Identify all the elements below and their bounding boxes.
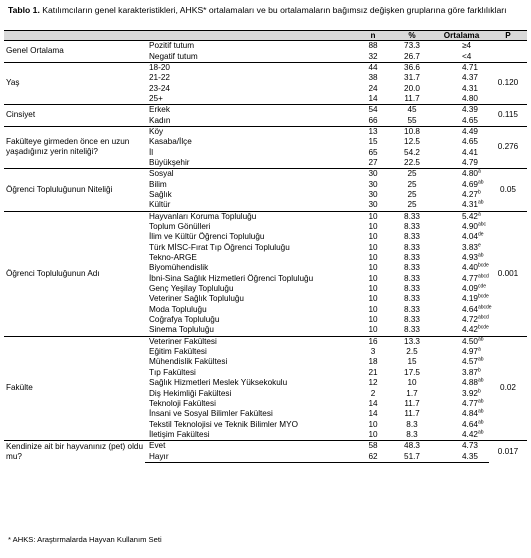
mean-cell <box>434 315 489 325</box>
mean-value: 4.04 <box>462 232 478 242</box>
n-cell: 10 <box>356 211 390 222</box>
category-cell: 25+ <box>149 93 163 103</box>
category-cell: Pozitif tutum <box>149 41 195 51</box>
percent-cell: 8.33 <box>404 273 420 283</box>
table-row <box>4 211 527 222</box>
category-cell: Mühendislik Fakültesi <box>149 357 228 367</box>
n-cell: 30 <box>368 189 378 199</box>
mean-value: 4.49 <box>462 126 478 136</box>
mean-value: 4.42 <box>462 325 478 335</box>
mean-cell <box>434 304 492 315</box>
n-cell: 3 <box>370 347 376 357</box>
category-cell: Türk MİSC-Fırat Tıp Öğrenci Topluluğu <box>149 242 290 252</box>
n-cell: 24 <box>368 83 378 93</box>
category-cell: Biyomühendislik <box>149 263 209 273</box>
mean-cell <box>434 325 489 336</box>
mean-value: 4.79 <box>462 157 478 167</box>
category-cell: Erkek <box>145 105 356 116</box>
n-cell: 10 <box>368 253 378 263</box>
footnote: * AHKS: Araştırmalarda Hayvan Kullanım Seti <box>8 535 162 544</box>
category-cell: Tıp Fakültesi <box>149 367 196 377</box>
mean-value: 4.93 <box>462 253 478 263</box>
percent-cell: 12.5 <box>404 137 420 147</box>
caption-label: Tablo 1. <box>8 5 40 15</box>
percent-cell: 25 <box>407 179 417 189</box>
mean-cell <box>434 336 489 347</box>
n-cell: 18 <box>368 357 378 367</box>
mean-cell <box>434 115 489 126</box>
significance-letters: bcde <box>477 262 489 269</box>
significance-letters: bcde <box>477 293 489 300</box>
group-label: Yaş <box>4 62 145 104</box>
n-cell: 30 <box>368 200 378 210</box>
n-cell: 14 <box>368 398 378 408</box>
significance-letters: abc <box>477 221 486 228</box>
percent-cell: 8.33 <box>404 253 420 263</box>
p-value: 0.001 <box>489 211 527 336</box>
group-label: Fakülteye girmeden önce en uzun yaşadığınız yerin niteliği? <box>4 126 145 168</box>
significance-letters: a <box>477 210 481 217</box>
n-cell: 58 <box>356 441 390 452</box>
group-label: Öğrenci Topluluğunun Adı <box>4 211 145 336</box>
mean-value: 4.97 <box>462 347 478 357</box>
n-cell: 54 <box>356 105 390 116</box>
significance-letters: ab <box>477 408 484 415</box>
mean-value: 4.77 <box>462 398 478 408</box>
n-cell: 10 <box>368 304 378 314</box>
mean-cell <box>434 441 489 452</box>
mean-cell <box>434 451 489 462</box>
significance-letters: e <box>477 241 481 248</box>
percent-cell: 8.33 <box>404 222 420 232</box>
category-cell: Genç Yeşilay Topluluğu <box>149 284 234 294</box>
p-value: 0.02 <box>489 336 527 440</box>
category-cell: Eğitim Fakültesi <box>149 347 207 357</box>
percent-cell: 11.7 <box>404 409 420 419</box>
category-cell: Bilim <box>149 179 167 189</box>
percent-cell: 1.7 <box>406 388 418 398</box>
group-label: Kendinize ait bir hayvanınız (pet) oldu mu? <box>6 441 143 461</box>
mean-value: 4.65 <box>462 115 478 125</box>
category-cell: Sağlık <box>149 189 172 199</box>
significance-letters: ab <box>477 418 484 425</box>
mean-cell <box>434 357 489 367</box>
header-group <box>4 31 145 41</box>
category-cell: Büyükşehir <box>149 157 190 167</box>
mean-cell <box>434 388 489 398</box>
percent-cell: 25 <box>407 200 417 210</box>
mean-value: 3.87 <box>462 367 478 377</box>
mean-value: 4.39 <box>462 105 478 115</box>
n-cell: 10 <box>368 419 378 429</box>
percent-cell: 8.33 <box>404 232 420 242</box>
category-cell: İbni-Sina Sağlık Hizmetleri Öğrenci Topluluğu <box>149 273 314 283</box>
mean-value: 4.73 <box>462 441 478 451</box>
n-cell: 10 <box>368 222 378 232</box>
n-cell: 2 <box>370 388 376 398</box>
category-cell: Kültür <box>149 200 171 210</box>
mean-cell <box>434 41 489 52</box>
mean-cell <box>434 105 489 116</box>
n-cell: 30 <box>356 169 390 180</box>
percent-cell: 51.7 <box>390 451 434 462</box>
category-cell: Evet <box>145 441 356 452</box>
n-cell: 10 <box>368 325 378 335</box>
category-cell: Köy <box>145 126 356 137</box>
percent-cell: 8.33 <box>390 211 434 222</box>
mean-cell <box>434 179 489 189</box>
significance-letters: ab <box>477 199 484 206</box>
mean-cell <box>434 399 489 409</box>
mean-value: 4.40 <box>462 263 478 273</box>
mean-value: <4 <box>462 51 472 61</box>
category-cell: Diş Hekimliği Fakültesi <box>149 388 232 398</box>
mean-cell <box>434 126 489 137</box>
n-cell: 10 <box>368 232 378 242</box>
mean-value: 4.64 <box>462 304 478 314</box>
percent-cell: 8.33 <box>404 325 420 335</box>
category-cell: İl <box>149 147 154 157</box>
table-row <box>4 41 527 52</box>
percent-cell: 20.0 <box>404 83 420 93</box>
category-cell: Moda Topluluğu <box>149 304 207 314</box>
p-value: 0.05 <box>489 169 527 211</box>
n-cell: 10 <box>368 284 378 294</box>
significance-letters: a <box>477 346 481 353</box>
table-row <box>4 62 527 73</box>
p-value <box>489 41 527 63</box>
n-cell: 12 <box>368 378 378 388</box>
n-cell: 15 <box>368 137 378 147</box>
n-cell: 32 <box>368 51 378 61</box>
n-cell: 10 <box>368 429 378 439</box>
mean-value: 4.80 <box>462 169 478 179</box>
p-value: 0.120 <box>489 62 527 104</box>
mean-value: 4.50 <box>462 336 478 346</box>
significance-letters: abcd <box>477 273 489 279</box>
mean-cell <box>434 378 489 388</box>
header-p: P <box>489 31 527 41</box>
mean-cell <box>434 232 489 242</box>
category-cell: Sinema Topluluğu <box>149 325 214 335</box>
percent-cell: 8.33 <box>404 284 420 294</box>
group-label: Fakülte <box>4 336 145 440</box>
category-cell: Kadın <box>149 115 171 125</box>
n-cell: 10 <box>368 242 378 252</box>
category-cell: Veteriner Fakültesi <box>145 336 356 347</box>
mean-cell <box>434 137 489 147</box>
n-cell: 10 <box>368 315 378 325</box>
category-cell: Coğrafya Topluluğu <box>149 315 220 325</box>
header-mean: Ortalama <box>434 31 489 41</box>
mean-cell <box>434 284 489 294</box>
percent-cell: 26.7 <box>404 51 420 61</box>
category-cell: Hayvanları Koruma Topluluğu <box>145 211 356 222</box>
category-cell: Toplum Gönülleri <box>149 222 211 232</box>
percent-cell: 36.6 <box>390 62 434 73</box>
category-cell: Hayır <box>145 451 356 462</box>
mean-value: 4.84 <box>462 409 478 419</box>
significance-letters: b <box>477 189 481 196</box>
significance-letters: ab <box>477 377 484 384</box>
mean-value: 4.37 <box>462 73 478 83</box>
n-cell: 65 <box>368 147 378 157</box>
n-cell: 14 <box>368 93 378 103</box>
mean-cell <box>434 294 489 304</box>
percent-cell: 2.5 <box>406 347 418 357</box>
percent-cell: 55 <box>407 115 417 125</box>
mean-cell <box>434 190 489 200</box>
percent-cell: 17.5 <box>404 367 420 377</box>
p-value: 0.017 <box>489 441 527 463</box>
category-cell: 23-24 <box>149 83 170 93</box>
significance-letters: ab <box>477 178 484 185</box>
mean-value: 4.35 <box>462 451 478 461</box>
mean-cell <box>434 243 489 253</box>
mean-cell <box>434 211 489 222</box>
mean-cell <box>434 263 489 273</box>
percent-cell: 22.5 <box>404 157 420 167</box>
mean-cell <box>434 368 489 378</box>
mean-value: 4.69 <box>462 179 478 189</box>
significance-letters: a <box>477 168 481 175</box>
category-cell: Teknoloji Fakültesi <box>149 398 216 408</box>
table-row <box>4 169 527 180</box>
mean-cell <box>434 253 489 263</box>
percent-cell: 8.33 <box>404 242 420 252</box>
header-percent: % <box>390 31 434 41</box>
significance-letters: ab <box>477 398 484 405</box>
caption-text: Katılımcıların genel karakteristikleri, AHKS* ortalamaları ve bu ortalamaların bağımsız değişken gruplarına göre farklılıkları <box>42 5 507 15</box>
mean-value: 4.72 <box>462 315 478 325</box>
percent-cell: 8.3 <box>406 419 418 429</box>
percent-cell: 8.33 <box>404 315 420 325</box>
n-cell: 62 <box>356 451 390 462</box>
significance-letters: ab <box>477 336 484 343</box>
significance-letters: b <box>477 387 481 394</box>
percent-cell: 8.33 <box>404 263 420 273</box>
mean-value: ≥4 <box>462 41 472 51</box>
mean-cell <box>434 73 489 83</box>
significance-letters: cde <box>477 283 486 290</box>
n-cell: 14 <box>368 409 378 419</box>
percent-cell: 54.2 <box>404 147 420 157</box>
group-label: Genel Ortalama <box>6 46 64 56</box>
significance-letters: ab <box>477 252 484 259</box>
mean-cell <box>434 200 489 211</box>
category-cell: İnsani ve Sosyal Bilimler Fakültesi <box>149 409 273 419</box>
significance-letters: ab <box>477 356 484 363</box>
n-cell: 13 <box>356 126 390 137</box>
category-cell: Tekstil Teknolojisi ve Teknik Bilimler MYO <box>149 419 298 429</box>
n-cell: 16 <box>356 336 390 347</box>
mean-cell <box>434 430 489 441</box>
significance-letters: abcd <box>477 314 489 321</box>
mean-cell <box>434 94 489 105</box>
significance-letters: abcde <box>477 304 492 311</box>
category-cell: 21-22 <box>149 73 170 83</box>
mean-value: 4.42 <box>462 429 478 439</box>
percent-cell: 8.33 <box>404 304 420 314</box>
percent-cell: 8.33 <box>404 294 420 304</box>
mean-cell <box>434 147 489 157</box>
mean-value: 4.27 <box>462 189 478 199</box>
significance-letters: b <box>477 367 481 374</box>
mean-value: 4.71 <box>462 62 478 72</box>
percent-cell: 8.3 <box>406 429 418 439</box>
mean-value: 4.88 <box>462 378 478 388</box>
mean-value: 3.92 <box>462 388 478 398</box>
percent-cell: 15 <box>407 357 417 367</box>
table-row <box>4 441 527 452</box>
category-cell: Veteriner Sağlık Topluluğu <box>149 294 244 304</box>
mean-cell <box>434 83 489 93</box>
n-cell: 88 <box>368 41 378 51</box>
group-label: Öğrenci Topluluğunun Niteliği <box>4 169 145 211</box>
percent-cell: 73.3 <box>404 41 420 51</box>
n-cell: 10 <box>368 273 378 283</box>
mean-cell <box>434 169 489 180</box>
mean-value: 4.77 <box>462 273 478 283</box>
header-category <box>145 31 356 41</box>
n-cell: 66 <box>368 115 378 125</box>
percent-cell: 10 <box>407 378 417 388</box>
mean-cell <box>434 222 489 232</box>
table-row <box>4 336 527 347</box>
n-cell: 21 <box>368 367 378 377</box>
mean-value: 4.57 <box>462 357 478 367</box>
table-body <box>4 41 527 463</box>
mean-cell <box>434 347 489 357</box>
p-value: 0.276 <box>489 126 527 168</box>
mean-cell <box>434 274 489 284</box>
n-cell: 27 <box>368 157 378 167</box>
mean-value: 4.65 <box>462 137 478 147</box>
characteristics-table <box>4 30 527 463</box>
significance-letters: ab <box>477 429 484 436</box>
mean-cell <box>434 419 489 429</box>
category-cell: İlim ve Kültür Öğrenci Topluluğu <box>149 232 265 242</box>
p-value: 0.115 <box>489 105 527 127</box>
category-cell: Negatif tutum <box>149 51 198 61</box>
percent-cell: 48.3 <box>390 441 434 452</box>
mean-value: 4.64 <box>462 419 478 429</box>
percent-cell: 10.8 <box>390 126 434 137</box>
percent-cell: 11.7 <box>404 93 420 103</box>
percent-cell: 45 <box>390 105 434 116</box>
n-cell: 30 <box>368 179 378 189</box>
category-cell: 18-20 <box>145 62 356 73</box>
percent-cell: 25 <box>407 189 417 199</box>
n-cell: 44 <box>356 62 390 73</box>
header-n: n <box>356 31 390 41</box>
mean-cell <box>434 409 489 419</box>
mean-value: 3.83 <box>462 242 478 252</box>
table-row <box>4 105 527 116</box>
category-cell: Sağlık Hizmetleri Meslek Yüksekokulu <box>149 378 288 388</box>
n-cell: 10 <box>368 294 378 304</box>
mean-value: 4.41 <box>462 147 478 157</box>
mean-value: 4.19 <box>462 294 478 304</box>
percent-cell: 13.3 <box>390 336 434 347</box>
category-cell: Tekno-ARGE <box>149 253 197 263</box>
mean-value: 4.31 <box>462 83 478 93</box>
category-cell: Kasaba/İlçe <box>149 137 192 147</box>
percent-cell: 31.7 <box>404 73 420 83</box>
significance-letters: bcde <box>477 324 489 331</box>
n-cell: 10 <box>368 263 378 273</box>
mean-cell <box>434 62 489 73</box>
table-caption <box>8 5 523 16</box>
mean-value: 4.80 <box>462 93 478 103</box>
mean-value: 4.31 <box>462 200 478 210</box>
mean-value: 5.42 <box>462 211 478 221</box>
mean-cell <box>434 158 489 169</box>
percent-cell: 25 <box>390 169 434 180</box>
mean-cell <box>434 51 489 62</box>
significance-letters: de <box>477 231 484 238</box>
group-label: Cinsiyet <box>4 105 145 127</box>
n-cell: 38 <box>368 73 378 83</box>
table-header-row <box>4 31 527 41</box>
category-cell: İletişim Fakültesi <box>149 429 210 439</box>
mean-value: 4.90 <box>462 222 478 232</box>
mean-value: 4.09 <box>462 284 478 294</box>
category-cell: Sosyal <box>145 169 356 180</box>
table-row <box>4 126 527 137</box>
percent-cell: 11.7 <box>404 398 420 408</box>
